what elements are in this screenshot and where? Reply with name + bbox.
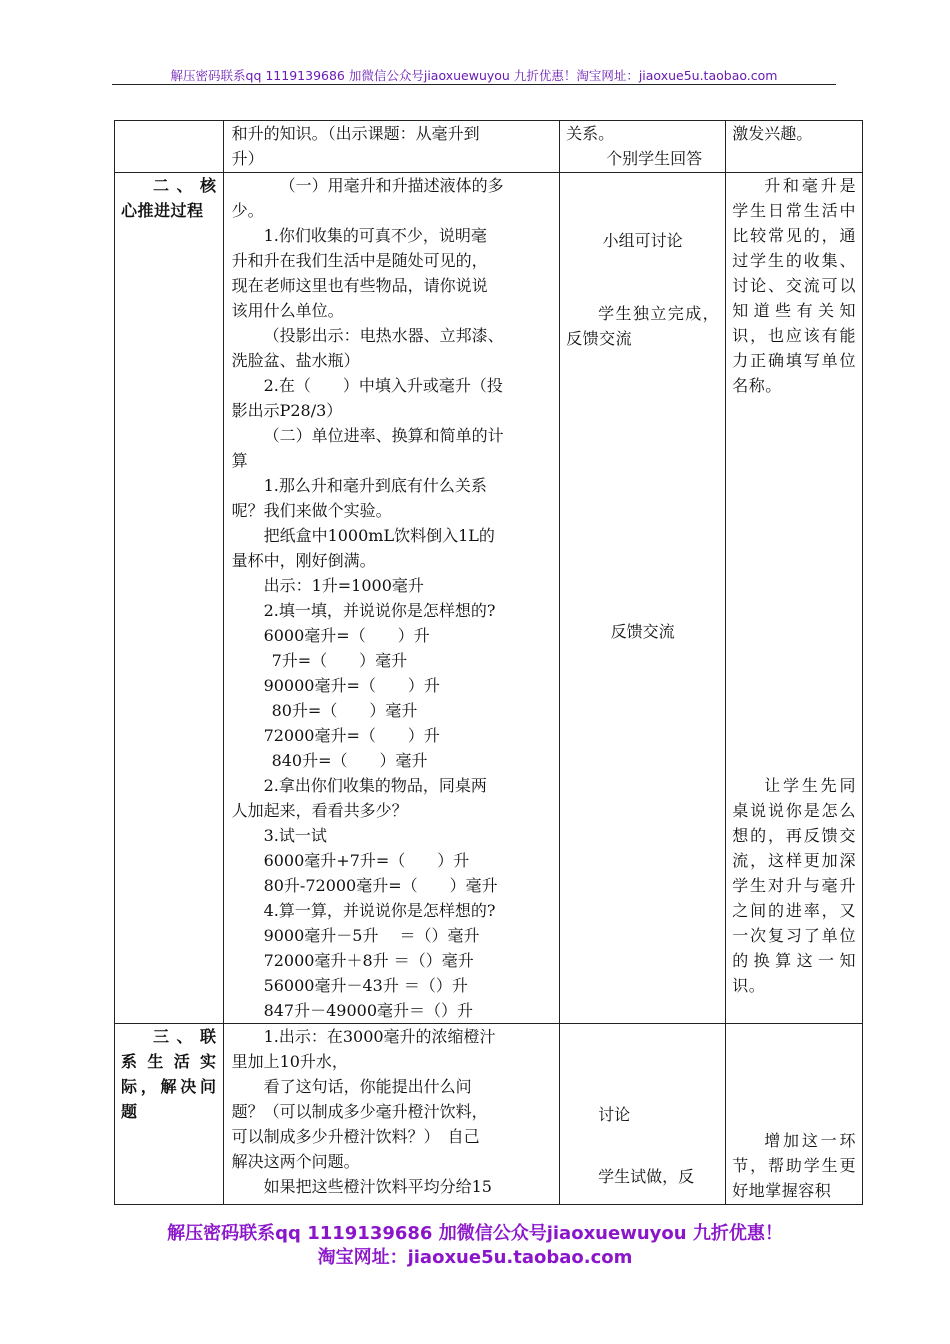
- table-row: [115, 1024, 863, 1205]
- student-text: 讨论: [598, 1105, 631, 1124]
- stage-cell: [115, 1024, 224, 1205]
- content-line: 现在老师这里也有些物品，请你说说: [231, 276, 488, 295]
- content-cell: [223, 121, 560, 173]
- student-cell: [560, 1024, 726, 1205]
- stage-title: 二、核心推进过程: [121, 176, 217, 220]
- content-line: 影出示P28/3）: [231, 401, 343, 420]
- footer-watermark-line2: 淘宝网址：jiaoxue5u.taobao.com: [317, 1247, 633, 1268]
- content-line: 847升－49000毫升＝（）升: [263, 1001, 474, 1020]
- content-line: 1.那么升和毫升到底有什么关系: [263, 476, 487, 495]
- content-line: 少。: [231, 201, 264, 220]
- content-line: 升和升在我们生活中是随处可见的，: [231, 251, 488, 270]
- content-line: 升）: [231, 149, 264, 168]
- content-line: 90000毫升=（ ）升: [263, 676, 440, 695]
- content-line: 72000毫升=（ ）升: [263, 726, 440, 745]
- content-line: 72000毫升＋8升 ＝（）毫升: [263, 951, 474, 970]
- stage-cell: [115, 173, 224, 1024]
- student-text: 反馈交流: [610, 622, 675, 641]
- content-line: 4.算一算，并说说你是怎样想的?: [263, 901, 496, 920]
- content-line: 1.出示：在3000毫升的浓缩橙汁: [263, 1027, 496, 1046]
- intent-cell: [726, 173, 863, 1024]
- table-row: [115, 173, 863, 1024]
- content-line: 里加上10升水，: [231, 1052, 348, 1071]
- content-line: 题？（可以制成多少毫升橙汁饮料，: [231, 1102, 488, 1121]
- content-line: （二）单位进率、换算和简单的计: [263, 426, 504, 445]
- content-line: 6000毫升=（ ）升: [263, 626, 430, 645]
- content-cell: [223, 173, 560, 1024]
- stage-title: 三、联系生活实际，解决问题: [121, 1027, 217, 1121]
- content-line: 80升=（ ）毫升: [271, 701, 418, 720]
- intent-text: 升和毫升是学生日常生活中比较常见的，通过学生的收集、讨论、交流可以知道些有关知识，也应该有能力正确填写单位名称。: [732, 176, 856, 395]
- student-cell: [560, 173, 726, 1024]
- content-line: 2.填一填，并说说你是怎样想的?: [263, 601, 496, 620]
- intent-cell: [726, 1024, 863, 1205]
- content-line: 可以制成多少升橙汁饮料？） 自己: [231, 1127, 480, 1146]
- content-line: 洗脸盆、盐水瓶）: [231, 351, 360, 370]
- content-line: 把纸盒中1000mL饮料倒入1L的: [263, 526, 495, 545]
- header-rule: [112, 84, 836, 85]
- stage-cell-empty: [115, 121, 224, 173]
- content-line: 和升的知识。（出示课题：从毫升到: [231, 124, 480, 143]
- content-line: 算: [231, 451, 248, 470]
- content-line: 840升=（ ）毫升: [271, 751, 428, 770]
- intent-text: 让学生先同桌说说你是怎么想的，再反馈交流，这样更加深学生对升与毫升之间的进率，又一次复习了单位的换算这一知识。: [732, 776, 856, 995]
- content-line: 人加起来，看看共多少？: [231, 801, 408, 820]
- student-text: 个别学生回答: [606, 149, 703, 168]
- content-line: 6000毫升+7升=（ ）升: [263, 851, 470, 870]
- intent-cell: [726, 121, 863, 173]
- content-line: 7升=（ ）毫升: [271, 651, 408, 670]
- content-line: （一）用毫升和升描述液体的多: [279, 176, 504, 195]
- content-line: 2.在（ ）中填入升或毫升（投: [263, 376, 503, 395]
- content-line: 2.拿出你们收集的物品，同桌两: [263, 776, 487, 795]
- table-row: [115, 121, 863, 173]
- content-line: 80升-72000毫升=（ ）毫升: [263, 876, 498, 895]
- content-line: （投影出示：电热水器、立邦漆、: [263, 326, 504, 345]
- content-line: 如果把这些橙汁饮料平均分给15: [263, 1177, 492, 1196]
- content-line: 该用什么单位。: [231, 301, 344, 320]
- student-cell: [560, 121, 726, 173]
- content-line: 56000毫升－43升 ＝（）升: [263, 976, 468, 995]
- content-line: 量杯中，刚好倒满。: [231, 551, 376, 570]
- content-line: 呢？我们来做个实验。: [231, 501, 392, 520]
- content-line: 出示：1升=1000毫升: [263, 576, 424, 595]
- lesson-plan-table: [114, 120, 863, 1205]
- student-text: 学生试做，反: [598, 1167, 695, 1186]
- header-watermark: 解压密码联系qq 1119139686 加微信公众号jiaoxuewuyou 九折优惠！淘宝网址：jiaoxue5u.taobao.com: [170, 68, 778, 83]
- content-line: 看了这句话，你能提出什么问: [263, 1077, 472, 1096]
- footer-watermark-line1: 解压密码联系qq 1119139686 加微信公众号jiaoxuewuyou 九折优惠！: [167, 1223, 783, 1244]
- content-line: 1.你们收集的可真不少，说明毫: [263, 226, 487, 245]
- content-line: 解决这两个问题。: [231, 1152, 360, 1171]
- content-line: 9000毫升－5升 ＝（）毫升: [263, 926, 480, 945]
- content-line: 3.试一试: [263, 826, 327, 845]
- content-cell: [223, 1024, 560, 1205]
- student-text: 学生独立完成，反馈交流: [566, 304, 720, 348]
- intent-text: 增加这一环节，帮助学生更好地掌握容积: [732, 1131, 856, 1200]
- student-text: 小组可讨论: [602, 231, 683, 250]
- intent-text: 激发兴趣。: [732, 124, 813, 143]
- student-text: 关系。: [566, 124, 615, 143]
